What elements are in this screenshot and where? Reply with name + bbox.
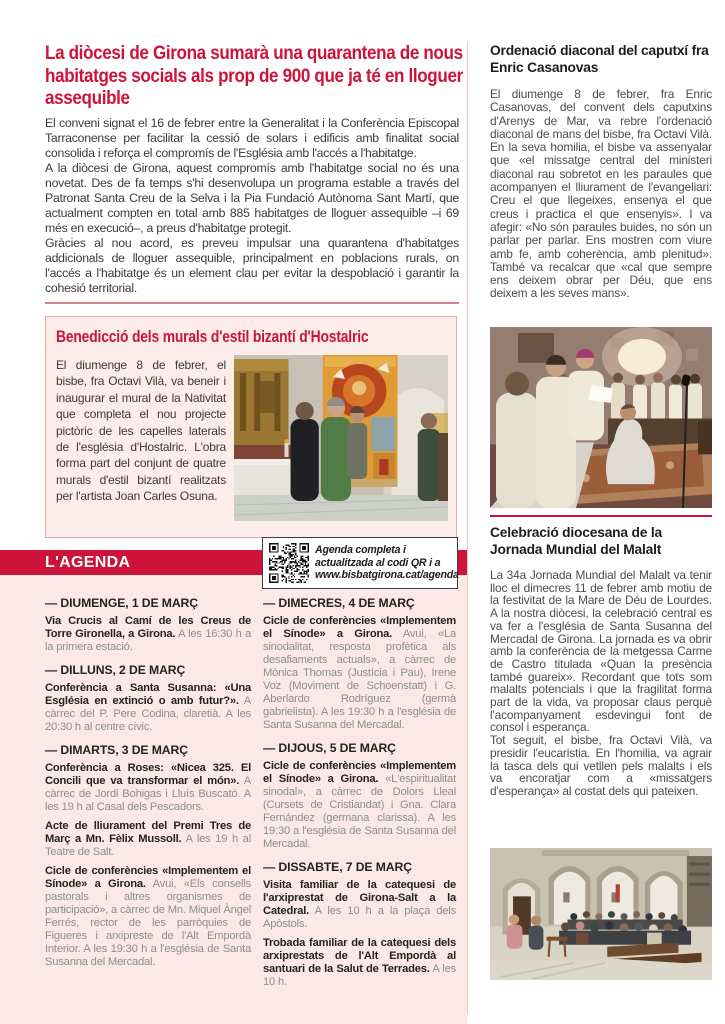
agenda-event-details: A les 16:30 h a la primera estació. bbox=[45, 628, 251, 653]
agenda-column-2 bbox=[263, 595, 456, 995]
main-article-paragraph: Gràcies al nou acord, es preveu impulsar una quarantena d'habitatges addicionals de lloguer assequible, principalment en poblacions rurals, on l'accés a l'habitatge és un element clau per evitar la despoblació i garantir la cohesió territorial. bbox=[45, 236, 459, 295]
agenda-event-details: A les 10 h a la plaça dels Apòstols. bbox=[263, 905, 456, 930]
column-divider bbox=[467, 42, 468, 1014]
highlight-box-title: Benedicció dels murals d'estil bizantí d'Hostalric bbox=[56, 328, 369, 346]
agenda-event-details: A les 10 h. bbox=[263, 963, 456, 988]
agenda-event-title: Acte de lliurament del Premi Tres de Març a Mn. Fèlix Mussoll. bbox=[45, 820, 251, 845]
highlight-box-text: El diumenge 8 de febrer, el bisbe, fra Octavi Vilà, va beneir i inaugurar el mural de la Nativitat que completa el nou projecte pictòric de les capelles laterals de l'església d'Hostalric. L'obra forma part del conjunt de quatre murals d'estil bizantí realitzats per l'artista Joan Carles Osuna. bbox=[56, 358, 226, 504]
photo-diaconal-ordination bbox=[490, 327, 712, 508]
agenda-event bbox=[45, 865, 251, 969]
agenda-event-title: Conferència a Roses: «Nicea 325. El Concili que va transformar el món». bbox=[45, 762, 251, 787]
agenda-event bbox=[45, 615, 251, 654]
agenda-qr-box bbox=[262, 537, 458, 589]
main-article-paragraph: El conveni signat el 16 de febrer entre la Generalitat i la Conferència Episcopal Tarraconense per facilitar la cessió de solars i edificis amb finalitat social consolida i reforça el compromís de l'Església amb l'accés a l'habitatge. bbox=[45, 116, 459, 160]
agenda-day-header: — DILLUNS, 2 DE MARÇ bbox=[45, 663, 186, 677]
agenda-title: L'AGENDA bbox=[45, 554, 131, 571]
agenda-day-header: — DIUMENGE, 1 DE MARÇ bbox=[45, 596, 198, 610]
photo-world-day-of-the-sick-congregation bbox=[490, 848, 712, 980]
agenda-event-title: Conferència a Santa Susanna: «Una Església en extinció o amb futur?». bbox=[45, 682, 251, 707]
agenda-event bbox=[45, 762, 251, 814]
agenda-event bbox=[263, 760, 456, 851]
agenda-event-details: A càrrec del P. Pere Codina, claretià. A les 20:30 h al centre cívic. bbox=[45, 695, 251, 733]
qr-caption-url[interactable]: www.bisbatgirona.cat/agenda bbox=[315, 569, 459, 582]
agenda-event bbox=[263, 937, 456, 989]
agenda-event-title: Trobada familiar de la catequesi dels arxiprestats de l'Alt Empordà al santuari de la Salut de Terrades. bbox=[263, 937, 456, 975]
main-article-paragraph: A la diòcesi de Girona, aquest compromís amb l'habitatge social no és una novetat. Des de fa temps s'hi desenvolupa un programa estable a través del Patronat Santa Creu de la Selva i la Pia Fundació Autònoma Sant Martí, que actualment compten en total amb 885 habitatges de lloguer assequible –i 69 més en execució–, a preus d'habitatge protegit. bbox=[45, 161, 459, 235]
agenda-day-header: — DIMECRES, 4 DE MARÇ bbox=[263, 596, 415, 610]
right-article-2-paragraph: La 34a Jornada Mundial del Malalt va tenir lloc el dimecres 11 de febrer amb motiu de la festivitat de la Mare de Déu de Lourdes. A la nostra diòcesi, la celebració central es va fer a l'església de Santa Susanna del Mercadal de Girona. La jornada es va obrir amb la conferència de la metgessa Carme de Castro titulada «Quan la presència també guareix». Recordant que tots som malalts potencials i que la fragilitat forma part de la vida, va proposar claus perquè l'acompanyament esdevingui font de consol i esperança. bbox=[490, 568, 712, 735]
right-column-divider bbox=[490, 515, 712, 517]
agenda-event-title: Via Crucis al Camí de les Creus de Torre Gironella, a Girona. bbox=[45, 615, 251, 640]
agenda-column-1 bbox=[45, 595, 251, 975]
agenda-event bbox=[45, 820, 251, 859]
qr-code bbox=[269, 543, 309, 583]
section-divider bbox=[45, 302, 459, 304]
qr-caption bbox=[315, 544, 459, 582]
qr-caption-text: Agenda completa i actualitzada al codi QR i a bbox=[315, 543, 441, 569]
agenda-event bbox=[263, 615, 456, 732]
agenda-event-details: Avui, «La sinodalitat, resposta profètica als desafiaments actuals», a càrrec de Mònica Thomas (Justícia i Pau), Irene Voz (Moviment de Schoenstatt) i G. Aberlardo Rodríguez (germà gabrielista). A les 19:30 h a l'església de Santa Susanna del Mercadal. bbox=[263, 628, 456, 731]
right-article-1-paragraph: El diumenge 8 de febrer, fra Enric Casanovas, del convent dels caputxins d'Arenys de Mar, va rebre l'ordenació diaconal de mans del bisbe, fra Octavi Vilà. En la seva homilia, el bisbe va assenyalar que «el missatge central del ministeri diaconal rau sobretot en les paraules que acompanyen el lliurament de l'evangeliari: Creu el que llegeixes, ensenya el que creus i practica el que ensenyis». I va afegir: «No són paraules buides, no són un parlar per parlar. Ens mostren com viure amb fe, amb coherència, amb plenitud». També va recalcar que «cal que sempre ens deixem obrar per Déu, que ens deixem a les seves mans». bbox=[490, 87, 712, 301]
agenda-event-title: Visita familiar de la catequesi de l'arxiprestat de Girona-Salt a la Catedral. bbox=[263, 879, 456, 917]
agenda-event-details: Avui, «Els consells pastorals i altres organismes de participació», a càrrec de Mn. Miquel Àngel Ferrés, rector de les parròquies de Figueres i arxipreste de l'Alt Empordà Interior. A les 19:30 h a l'església de Santa Susanna del Mercadal. bbox=[45, 878, 252, 968]
agenda-event bbox=[45, 682, 251, 734]
agenda-event bbox=[263, 879, 456, 931]
agenda-day-header: — DIJOUS, 5 DE MARÇ bbox=[263, 741, 396, 755]
highlight-box bbox=[45, 316, 457, 538]
agenda-event-details: A càrrec de Jordi Bohigas i Lluís Buscató. A les 19 h al Casal dels Pescadors. bbox=[45, 775, 251, 813]
agenda-event-title: Cicle de conferències «Implementem el Sínode» a Girona. bbox=[45, 865, 251, 890]
agenda-day-header: — DIMARTS, 3 DE MARÇ bbox=[45, 743, 188, 757]
right-article-1-title: Ordenació diaconal del caputxí fra Enric Casanovas bbox=[490, 43, 709, 75]
main-article-title: La diòcesi de Girona sumarà una quarantena de nous habitatges socials als prop de 900 que ja té en lloguer assequible bbox=[45, 42, 463, 109]
main-article-body bbox=[45, 116, 459, 296]
right-article-2-body bbox=[490, 569, 712, 798]
agenda-event-title: Cicle de conferències «Implementem el Sínode» a Girona. bbox=[263, 760, 456, 785]
photo-hostalric-mural-blessing bbox=[234, 355, 448, 521]
agenda-event-details: «L'espiritualitat sinodal», a càrrec de Dolors Lleal (Cursets de Cristiandat) i Gna. Clara Fernández (germana clarissa). A les 19:30 a l'església de Santa Susanna del Mercadal. bbox=[263, 773, 456, 850]
agenda-event-details: A les 19 h al Teatre de Salt. bbox=[45, 833, 251, 858]
agenda-event-title: Cicle de conferències «Implementem el Sínode» a Girona. bbox=[263, 615, 456, 640]
agenda-day-header: — DISSABTE, 7 DE MARÇ bbox=[263, 860, 412, 874]
right-article-1-body bbox=[490, 88, 712, 301]
right-article-2-title: Celebració diocesana de la Jornada Mundial del Malalt bbox=[490, 525, 662, 557]
right-article-2-paragraph: Tot seguit, el bisbe, fra Octavi Vilà, va presidir l'eucaristia. En l'homilia, va agrair la tasca dels qui vetllen pels malalts i els va encoratjar com a «missatgers d'esperança» al costat dels qui pateixen. bbox=[490, 733, 712, 798]
